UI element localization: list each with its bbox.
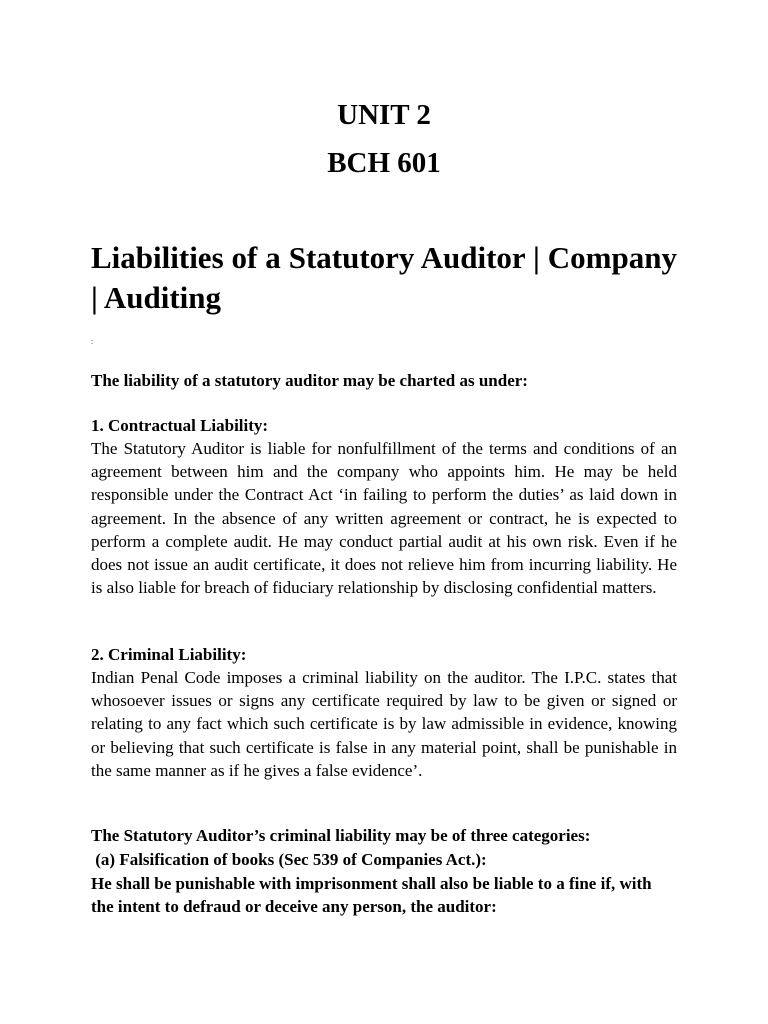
- unit-title: UNIT 2: [337, 99, 431, 131]
- section-body-contractual: The Statutory Auditor is liable for nonfulfillment of the terms and conditions of an agreement between him and the company who appoints him. He may be held responsible under the Contract Act ‘in failing to perform the duties’ as laid down in agreement. In the absence of any written agreement or contract, he is expected to perform a complete audit. He may conduct partial audit at his own risk. Even if he does not issue an audit certificate, it does not relieve him from incurring liability. He is also liable for breach of fiduciary relationship by disclosing confidential matters.: [91, 439, 677, 598]
- categories-heading: The Statutory Auditor’s criminal liability may be of three categories:: [91, 826, 591, 845]
- section-heading-criminal: 2. Criminal Liability:: [91, 645, 247, 664]
- stray-mark: :: [91, 337, 94, 346]
- course-code: BCH 601: [327, 147, 441, 179]
- section-heading-contractual: 1. Contractual Liability:: [91, 416, 269, 435]
- subsection-a-body: He shall be punishable with imprisonment shall also be liable to a fine if, with the intent to defraud or deceive any person, the auditor:: [91, 874, 652, 917]
- document-title: Liabilities of a Statutory Auditor | Company | Auditing: [91, 240, 677, 315]
- section-body-criminal: Indian Penal Code imposes a criminal liability on the auditor. The I.P.C. states that whosoever issues or signs any certificate required by law to be given or signed or relating to any fact which such certificate is by law admissible in evidence, knowing or believing that such certificate is false in any material point, shall be punishable in the same manner as if he gives a false evidence’.: [91, 668, 677, 780]
- subsection-a-heading: (a) Falsification of books (Sec 539 of Companies Act.):: [91, 850, 487, 869]
- intro-heading: The liability of a statutory auditor may be charted as under:: [91, 371, 528, 390]
